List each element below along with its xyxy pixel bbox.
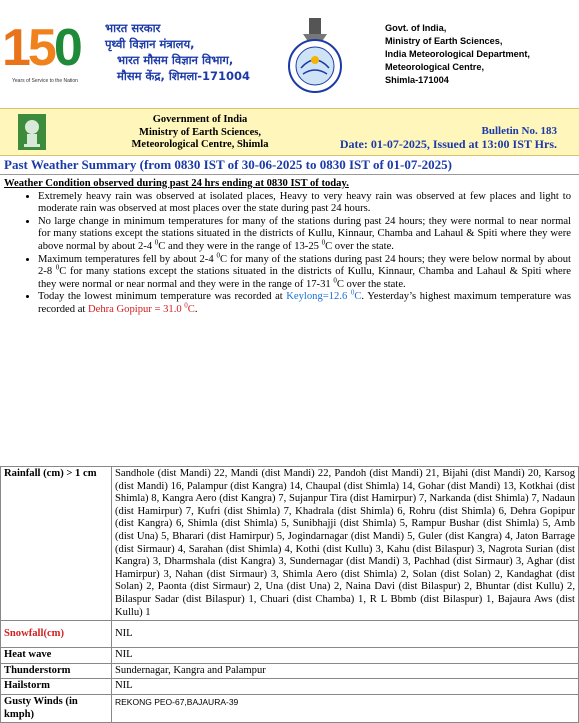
address-line: Govt. of India, [385, 23, 447, 33]
summary-title: Past Weather Summary (from 0830 IST of 30-06-2025 to 0830 IST of 01-07-2025) [0, 156, 579, 175]
condition-item: • Today the lowest minimum temperature was recorded at Keylong=12.6 $^0$C. Yesterday’s highest maximum temperature was recorded at Dehra Gopipur = 31.0 $^0$C. [38, 291, 571, 316]
weather-condition-section [0, 178, 579, 317]
government-heading [110, 114, 290, 152]
address-line: India Meteorological Department, [385, 49, 530, 59]
bulletin-band [0, 108, 579, 156]
imd-emblem-icon [283, 16, 347, 98]
imd-150-years-logo [2, 20, 102, 90]
address-line: Shimla-171004 [385, 75, 449, 85]
table-row [1, 663, 579, 679]
table-row [1, 679, 579, 695]
row-label: Thunderstorm [1, 663, 112, 679]
table-row [1, 467, 579, 621]
logo-number: 150 [2, 19, 80, 77]
table-row [1, 621, 579, 648]
row-value: NIL [112, 621, 579, 648]
hindi-line: मौसम केंद्र, शिमला-171004 [117, 69, 251, 83]
condition-list [4, 191, 571, 317]
condition-item: • Maximum temperatures fell by about 2-4 $^0$C for many of the stations during past 24 hours; they were below normal by about 2-8 $^0$C for many stations except the stations situated in the districts of Kullu, Kinnaur, Chamba and Lahaul & Spiti where they were normal or near normal and they were in the range of 17-31 $^0$C over the state. [38, 254, 571, 292]
row-value: NIL [112, 679, 579, 695]
condition-item: • No large change in minimum temperatures for many of the stations during past 24 hours; they were normal to near normal for many stations except the stations situated in the districts of Kullu, Kinnaur, Chamba and Lahaul & Spiti where they were above normal by about 2-4 $^0$C and they were in the range of 13-25 $^0$C over the state. [38, 216, 571, 254]
row-label: Gusty Winds (in kmph) [1, 694, 112, 722]
national-emblem-icon [18, 114, 46, 150]
bulletin-number: Bulletin No. 183 [481, 125, 557, 137]
table-row [1, 694, 579, 722]
logo-tagline: Years of Service to the Nation [12, 78, 78, 84]
address-line: Ministry of Earth Sciences, [385, 36, 503, 46]
row-value: REKONG PEO-67,BAJAURA-39 [112, 694, 579, 722]
issue-date: Date: 01-07-2025, Issued at 13:00 IST Hrs. [339, 137, 557, 151]
weather-table [0, 466, 579, 723]
english-address [385, 22, 530, 87]
highest-max-temp: Dehra Gopipur = 31.0 $^0$C [88, 301, 195, 315]
row-label: Snowfall(cm) [1, 621, 112, 648]
bulletin-info [340, 125, 557, 151]
hindi-line: पृथ्वी विज्ञान मंत्रालय, [105, 37, 195, 51]
address-line: Meteorological Centre, [385, 62, 485, 72]
row-label: Hailstorm [1, 679, 112, 695]
row-value: Sundernagar, Kangra and Palampur [112, 663, 579, 679]
gov-line: Ministry of Earth Sciences, [139, 126, 261, 138]
row-value: Sandhole (dist Mandi) 22, Mandi (dist Mandi) 22, Pandoh (dist Mandi) 21, Bijahi (dist Mandi) 20, Karsog (dist Mandi) 16, Palampur (dist Kangra) 14, Chaupal (dist Shimla) 14, Gohar (dist Mandi) 13, Kotkhai (dist Shimla) 8, Kangra Aero (dist Kangra) 7, Sujanpur Tira (dist Hamirpur) 7, Narkanda (dist Shimla) 7, Nadaun (dist Hamirpur) 7, Kufri (dist Shimla) 7, Khadrala (dist Shimla) 6, Rohru (dist Shimla) 6, Dehra Gopipur (dist Kangra) 6, Shimla (dist Shimla) 5, Sunibhajji (dist Shimla) 5, Rampur Bushar (dist Shimla) 5, Amb (dist Una) 5, Bharari (dist Hamirpur) 5, Jogindarnagar (dist Mandi) 5, Guler (dist Kangra) 4, Jaton Barrage (dist Sirmaur) 4, Sarahan (dist Shimla) 4, Kothi (dist Kullu) 3, Kahu (dist Bilaspur) 3, Nagrota Surian (dist Kangra) 3, Dharmshala (dist Kangra) 3, Sundernagar (dist Mandi) 3, Pachhad (dist Sirmaur) 3, Aghar (dist Hamirpur) 3, Nahan (dist Sirmaur) 3, Shimla Aero (dist Shimla) 2, Solan (dist Solan) 2, Kandaghat (dist Solan) 2, Paonta (dist Sirmaur) 2, Una (dist Una) 2, Naina Davi (dist Bilaspur) 2, Bhuntar (dist Kullu) 2, Bilaspur Sadar (dist Bilaspur) 1, Chuari (dist Chamba) 1, R L Bbmb (dist Bilaspur) 1, Bajaura Aws (dist Kullu) 1 [112, 467, 579, 621]
table-row [1, 648, 579, 664]
gov-line: Meteorological Centre, Shimla [131, 139, 269, 150]
header [0, 0, 579, 108]
lowest-min-temp: Keylong=12.6 $^0$C [286, 288, 362, 303]
row-value: NIL [112, 648, 579, 664]
hindi-line: भारत सरकार [105, 21, 161, 35]
row-label: Rainfall (cm) > 1 cm [1, 467, 112, 621]
condition-item: • Extremely heavy rain was observed at isolated places, Heavy to very heavy rain was observed at few places and light to moderate rain was observed at most places over the state during past 24 hours. [38, 191, 571, 216]
row-label: Heat wave [1, 648, 112, 664]
gov-line: Government of India [152, 114, 248, 125]
condition-title: Weather Condition observed during past 24 hrs ending at 0830 IST of today. [4, 178, 349, 189]
hindi-line: भारत मौसम विज्ञान विभाग, [117, 53, 234, 67]
hindi-address [105, 20, 250, 84]
